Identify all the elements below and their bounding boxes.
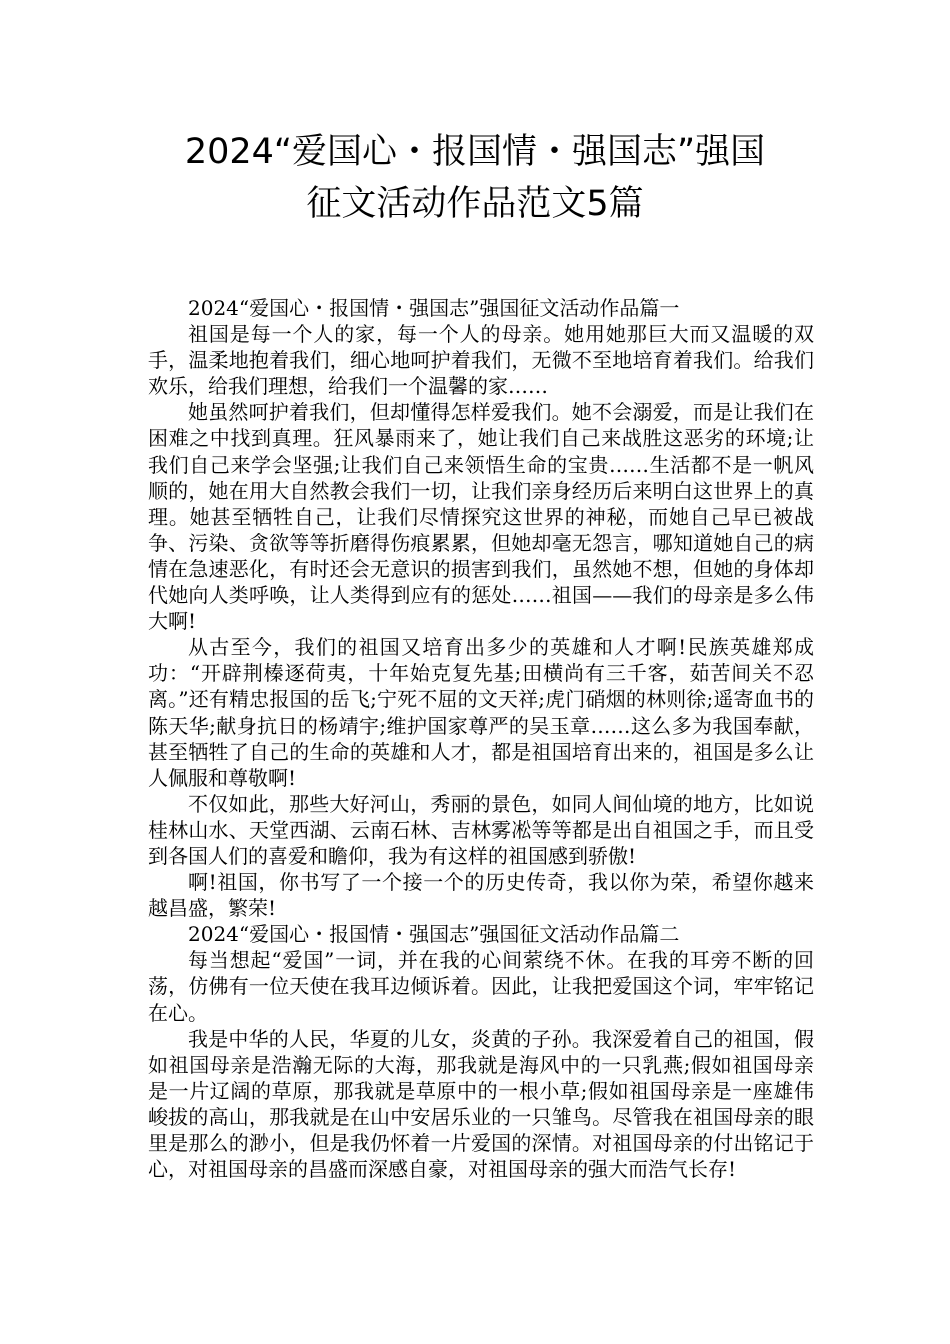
document-title bbox=[100, 126, 850, 230]
body-paragraph: 我是中华的人民，华夏的儿女，炎黄的子孙。我深爱着自己的祖国，假如祖国母亲是浩瀚无际的大海，那我就是海风中的一只乳燕;假如祖国母亲是一片辽阔的草原，那我就是草原中的一根小草;假如祖国母亲是一座雄伟峻拔的高山，那我就是在山中安居乐业的一只雏鸟。尽管我在祖国母亲的眼里是那么的渺小，但是我仍怀着一片爱国的深情。对祖国母亲的付出铭记于心，对祖国母亲的昌盛而深感自豪，对祖国母亲的强大而浩气长存! bbox=[148, 1026, 814, 1182]
body-paragraph: 祖国是每一个人的家，每一个人的母亲。她用她那巨大而又温暖的双手，温柔地抱着我们，细心地呵护着我们，无微不至地培育着我们。给我们欢乐，给我们理想，给我们一个温馨的家…… bbox=[148, 322, 814, 399]
body-paragraph: 每当想起“爱国”一词，并在我的心间萦绕不休。在我的耳旁不断的回荡，仿佛有一位天使在我耳边倾诉着。因此，让我把爱国这个词，牢牢铭记在心。 bbox=[148, 948, 814, 1025]
section-heading-1: 2024“爱国心・报国情・强国志”强国征文活动作品篇一 bbox=[188, 296, 680, 320]
body-paragraph: 不仅如此，那些大好河山，秀丽的景色，如同人间仙境的地方，比如说桂林山水、天堂西湖、云南石林、吉林雾凇等等都是出自祖国之手，而且受到各国人们的喜爱和瞻仰，我为有这样的祖国感到骄傲! bbox=[148, 791, 814, 868]
body-paragraph: 从古至今，我们的祖国又培育出多少的英雄和人才啊!民族英雄郑成功：“开辟荆榛逐荷夷，十年始克复先基;田横尚有三千客，茹苦间关不忍离。”还有精忠报国的岳飞;宁死不屈的文天祥;虎门硝烟的林则徐;遥寄血书的陈天华;献身抗日的杨靖宇;维护国家尊严的吴玉章……这么多为我国奉献，甚至牺牲了自己的生命的英雄和人才，都是祖国培育出来的，祖国是多么让人佩服和尊敬啊! bbox=[148, 635, 814, 790]
section-heading-2: 2024“爱国心・报国情・强国志”强国征文活动作品篇二 bbox=[188, 922, 680, 947]
title-line-2: 征文活动作品范文5篇 bbox=[306, 184, 644, 224]
document-body bbox=[148, 295, 814, 1182]
title-line-1: 2024“爱国心・报国情・强国志”强国 bbox=[184, 132, 766, 172]
body-paragraph: 啊!祖国，你书写了一个接一个的历史传奇，我以你为荣，希望你越来越昌盛，繁荣! bbox=[148, 870, 814, 921]
body-paragraph: 她虽然呵护着我们，但却懂得怎样爱我们。她不会溺爱，而是让我们在困难之中找到真理。狂风暴雨来了，她让我们自己来战胜这恶劣的环境;让我们自己来学会坚强;让我们自己来领悟生命的宝贵……生活都不是一帆风顺的，她在用大自然教会我们一切，让我们亲身经历后来明白这世界上的真理。她甚至牺牲自己，让我们尽情探究这世界的神秘，而她自己早已被战争、污染、贪欲等等折磨得伤痕累累，但她却毫无怨言，哪知道她自己的病情在急速恶化，有时还会无意识的损害到我们，虽然她不想，但她的身体却代她向人类呼唤，让人类得到应有的惩处……祖国——我们的母亲是多么伟大啊! bbox=[148, 400, 814, 634]
